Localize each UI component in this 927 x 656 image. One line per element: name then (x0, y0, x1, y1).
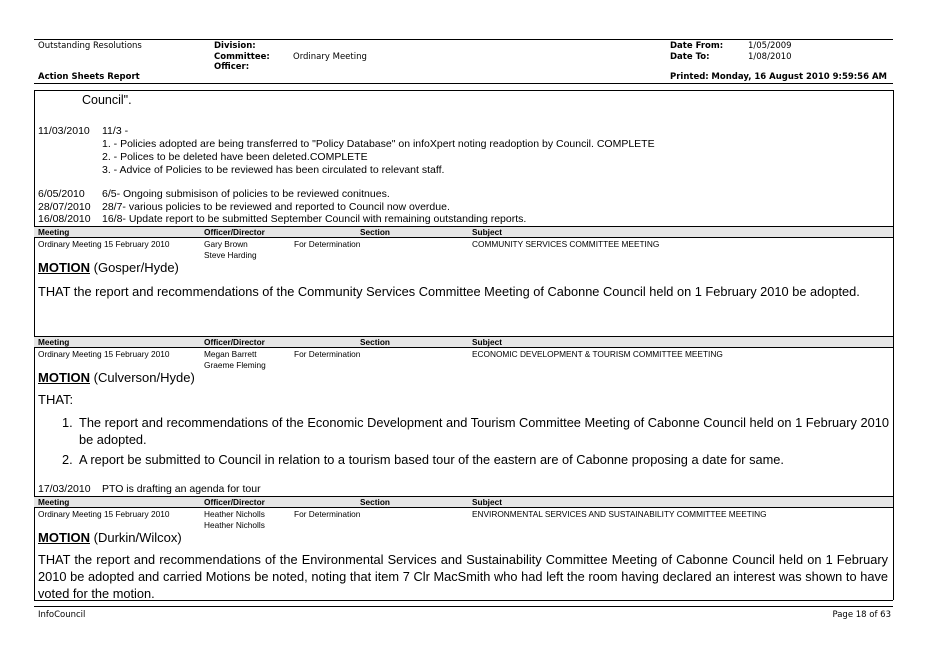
section-value: For Determination (294, 509, 361, 519)
report-title: Action Sheets Report (38, 72, 140, 82)
header-meeting: Meeting (38, 337, 70, 347)
motion-heading (38, 530, 182, 546)
division-label: Division: (214, 41, 256, 51)
note-item: 2. - Polices to be deleted have been deleted.COMPLETE (102, 151, 368, 163)
officer-value: Heather Nicholls (204, 509, 265, 519)
motion-heading (38, 260, 179, 276)
committee-label: Committee: (214, 52, 270, 62)
point-text: The report and recommendations of the Economic Development and Tourism Committee Meeting of Cabonne Council held on 1 February 2010 be adopted. (79, 415, 889, 447)
header-subject: Subject (472, 227, 502, 237)
printed-value: Monday, 16 August 2010 9:59:56 AM (711, 72, 888, 82)
subject-value: ENVIRONMENTAL SERVICES AND SUSTAINABILITY COMMITTEE MEETING (472, 509, 767, 519)
row-rule (34, 507, 893, 508)
date-from-value: 1/05/2009 (748, 41, 792, 51)
header-top-rule (34, 39, 893, 40)
note-date: 6/05/2010 (38, 188, 85, 200)
table-header-band (34, 227, 893, 237)
note-text: 28/7- various policies to be reviewed and reported to Council now overdue. (102, 201, 450, 213)
header-officer: Officer/Director (204, 497, 265, 507)
officer-value: Steve Harding (204, 250, 257, 260)
footer-rule (34, 606, 893, 607)
motion-heading (38, 370, 195, 386)
header-subject: Subject (472, 497, 502, 507)
note-item: 3. - Advice of Policies to be reviewed has been circulated to relevant staff. (102, 164, 445, 176)
note-text: 16/8- Update report to be submitted September Council with remaining outstanding reports. (102, 213, 527, 225)
motion-that: THAT: (38, 392, 74, 407)
note-date: 11/03/2010 (38, 125, 90, 137)
subject-value: ECONOMIC DEVELOPMENT & TOURISM COMMITTEE MEETING (472, 349, 723, 359)
motion-movers: (Gosper/Hyde) (93, 260, 179, 275)
note-title: 11/3 - (102, 125, 129, 137)
officer-value: Graeme Fleming (204, 360, 266, 370)
date-to-label: Date To: (670, 52, 710, 62)
note-item: 1. - Policies adopted are being transferred to "Policy Database" on infoXpert noting readoption by Council. COMPLETE (102, 138, 655, 150)
header-subject: Subject (472, 337, 502, 347)
table-header-band (34, 497, 893, 507)
header-meeting: Meeting (38, 227, 70, 237)
motion-movers: (Durkin/Wilcox) (93, 530, 182, 545)
note-date: 17/03/2010 (38, 483, 91, 495)
frame-right-border (893, 90, 894, 600)
printed-stamp (670, 72, 887, 82)
note-date: 28/07/2010 (38, 201, 91, 213)
section-value: For Determination (294, 239, 361, 249)
motion-movers: (Culverson/Hyde) (93, 370, 195, 385)
motion-body: THAT the report and recommendations of the Environmental Services and Sustainability Committee Meeting of Cabonne Council held on 1 February 2010 be adopted and carried Motions be noted, noting that item 7 Clr MacSmith who had left the room having declared an interest was shown to have voted for the motion. (38, 552, 888, 601)
row-rule (34, 347, 893, 348)
row-rule (34, 237, 893, 238)
header-section: Section (360, 227, 390, 237)
date-from-label: Date From: (670, 41, 724, 51)
officer-value: Megan Barrett (204, 349, 257, 359)
header-officer: Officer/Director (204, 227, 265, 237)
report-category: Outstanding Resolutions (38, 41, 142, 51)
page-number: Page 18 of 63 (832, 610, 891, 620)
frame-top-border (34, 90, 893, 91)
officer-value: Gary Brown (204, 239, 248, 249)
council-tail-text: Council". (82, 93, 132, 107)
meeting-value: Ordinary Meeting 15 February 2010 (38, 509, 170, 519)
officer-value: Heather Nicholls (204, 520, 265, 530)
printed-label: Printed: (670, 72, 709, 82)
motion-word: MOTION (38, 260, 90, 275)
section-value: For Determination (294, 349, 361, 359)
header-bottom-rule (34, 83, 893, 84)
note-date: 16/08/2010 (38, 213, 91, 225)
date-to-value: 1/08/2010 (748, 52, 792, 62)
header-section: Section (360, 337, 390, 347)
note-text: PTO is drafting an agenda for tour (102, 483, 261, 495)
note-text: 6/5- Ongoing submisison of policies to be reviewed conitnues. (102, 188, 390, 200)
header-section: Section (360, 497, 390, 507)
motion-body: THAT the report and recommendations of the Community Services Committee Meeting of Cabonne Council held on 1 February 2010 be adopted. (38, 284, 860, 299)
point-number: 2. (62, 452, 73, 467)
meeting-value: Ordinary Meeting 15 February 2010 (38, 239, 170, 249)
header-meeting: Meeting (38, 497, 70, 507)
officer-label: Officer: (214, 62, 250, 72)
committee-value: Ordinary Meeting (293, 52, 367, 62)
point-text: A report be submitted to Council in relation to a tourism based tour of the eastern are of Cabonne proposing a date for same. (79, 452, 784, 467)
header-officer: Officer/Director (204, 337, 265, 347)
motion-word: MOTION (38, 530, 90, 545)
meeting-value: Ordinary Meeting 15 February 2010 (38, 349, 170, 359)
frame-bottom-border (34, 600, 893, 601)
table-header-band (34, 337, 893, 347)
footer-product: InfoCouncil (38, 610, 86, 620)
point-number: 1. (62, 415, 73, 430)
subject-value: COMMUNITY SERVICES COMMITTEE MEETING (472, 239, 660, 249)
motion-word: MOTION (38, 370, 90, 385)
